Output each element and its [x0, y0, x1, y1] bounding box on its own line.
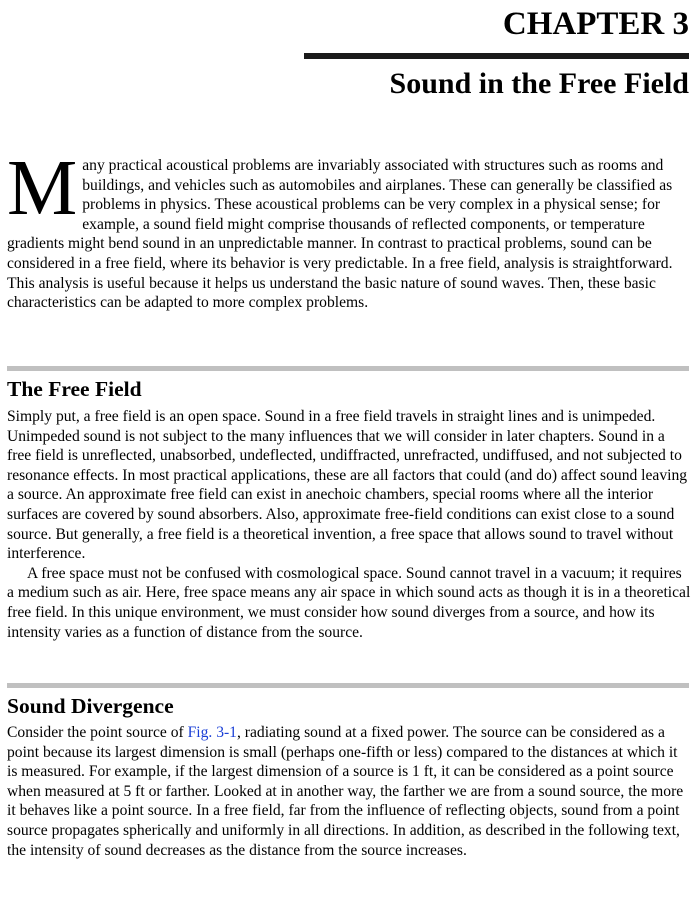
intro-text: any practical acoustical problems are invariably associated with structures such as rooms and buildings, and vehicles such as automobiles and airplanes. These can generally be classified as problems in physics. These acoustical problems can be very complex in a physical sense; for example, a sound field might comprise thousands of reflected components, or temperature gradients might bend sound in an unpredictable manner. In contrast to practical problems, sound can be considered in a free field, where its behavior is very predictable. In a free field, analysis is straightforward. This analysis is useful because it helps us understand the basic nature of sound waves. Then, these basic characteristics can be adapted to more complex problems.	[7, 157, 673, 312]
section-divider	[7, 366, 689, 371]
section-body-free-field	[7, 407, 691, 642]
drop-cap: M	[7, 145, 78, 232]
paragraph-text: Consider the point source of	[7, 724, 188, 741]
paragraph: A free space must not be confused with cosmological space. Sound cannot travel in a vacuum; it requires a medium such as air. Here, free space means any air space in which sound acts as though it is in a theoretical free field. In this unique environment, we must consider how sound diverges from a source, and how its intensity varies as a function of distance from the source.	[7, 564, 691, 641]
chapter-title: Sound in the Free Field	[389, 67, 689, 100]
intro-paragraph	[7, 145, 689, 313]
section-body-sound-divergence	[7, 723, 691, 860]
chapter-rule	[304, 53, 689, 59]
figure-link[interactable]: Fig. 3-1	[187, 724, 237, 741]
chapter-label: CHAPTER 3	[502, 6, 689, 42]
paragraph: Simply put, a free field is an open space. Sound in a free field travels in straight lines and is unimpeded. Unimpeded sound is not subject to the many influences that we will consider in later chapters. Sound in a free field is unreflected, unabsorbed, undeflected, undiffracted, unrefracted, undiffused, and not subjected to resonance effects. In most practical applications, these are all factors that could (and do) affect sound leaving a source. An approximate free field can exist in anechoic chambers, special rooms where all the interior surfaces are covered by sound absorbers. Also, approximate free-field conditions can exist close to a sound source. But generally, a free field is a theoretical invention, a free space that allows sound to travel without interference.	[7, 408, 688, 563]
section-heading-free-field: The Free Field	[7, 377, 142, 401]
paragraph	[7, 723, 691, 860]
section-divider	[7, 683, 689, 688]
paragraph-text: , radiating sound at a fixed power. The source can be considered as a point because its largest dimension is small (perhaps one-fifth or less) compared to the distances at which it is measured. For example, if the largest dimension of a source is 1 ft, it can be considered as a point source when measured at 5 ft or farther. Looked at in another way, the farther we are from a sound source, the more it behaves like a point source. In a free field, far from the influence of reflecting objects, sound from a point source propagates spherically and uniformly in all directions. In addition, as described in the following text, the intensity of sound decreases as the distance from the source increases.	[7, 724, 684, 859]
section-heading-sound-divergence: Sound Divergence	[7, 694, 174, 718]
